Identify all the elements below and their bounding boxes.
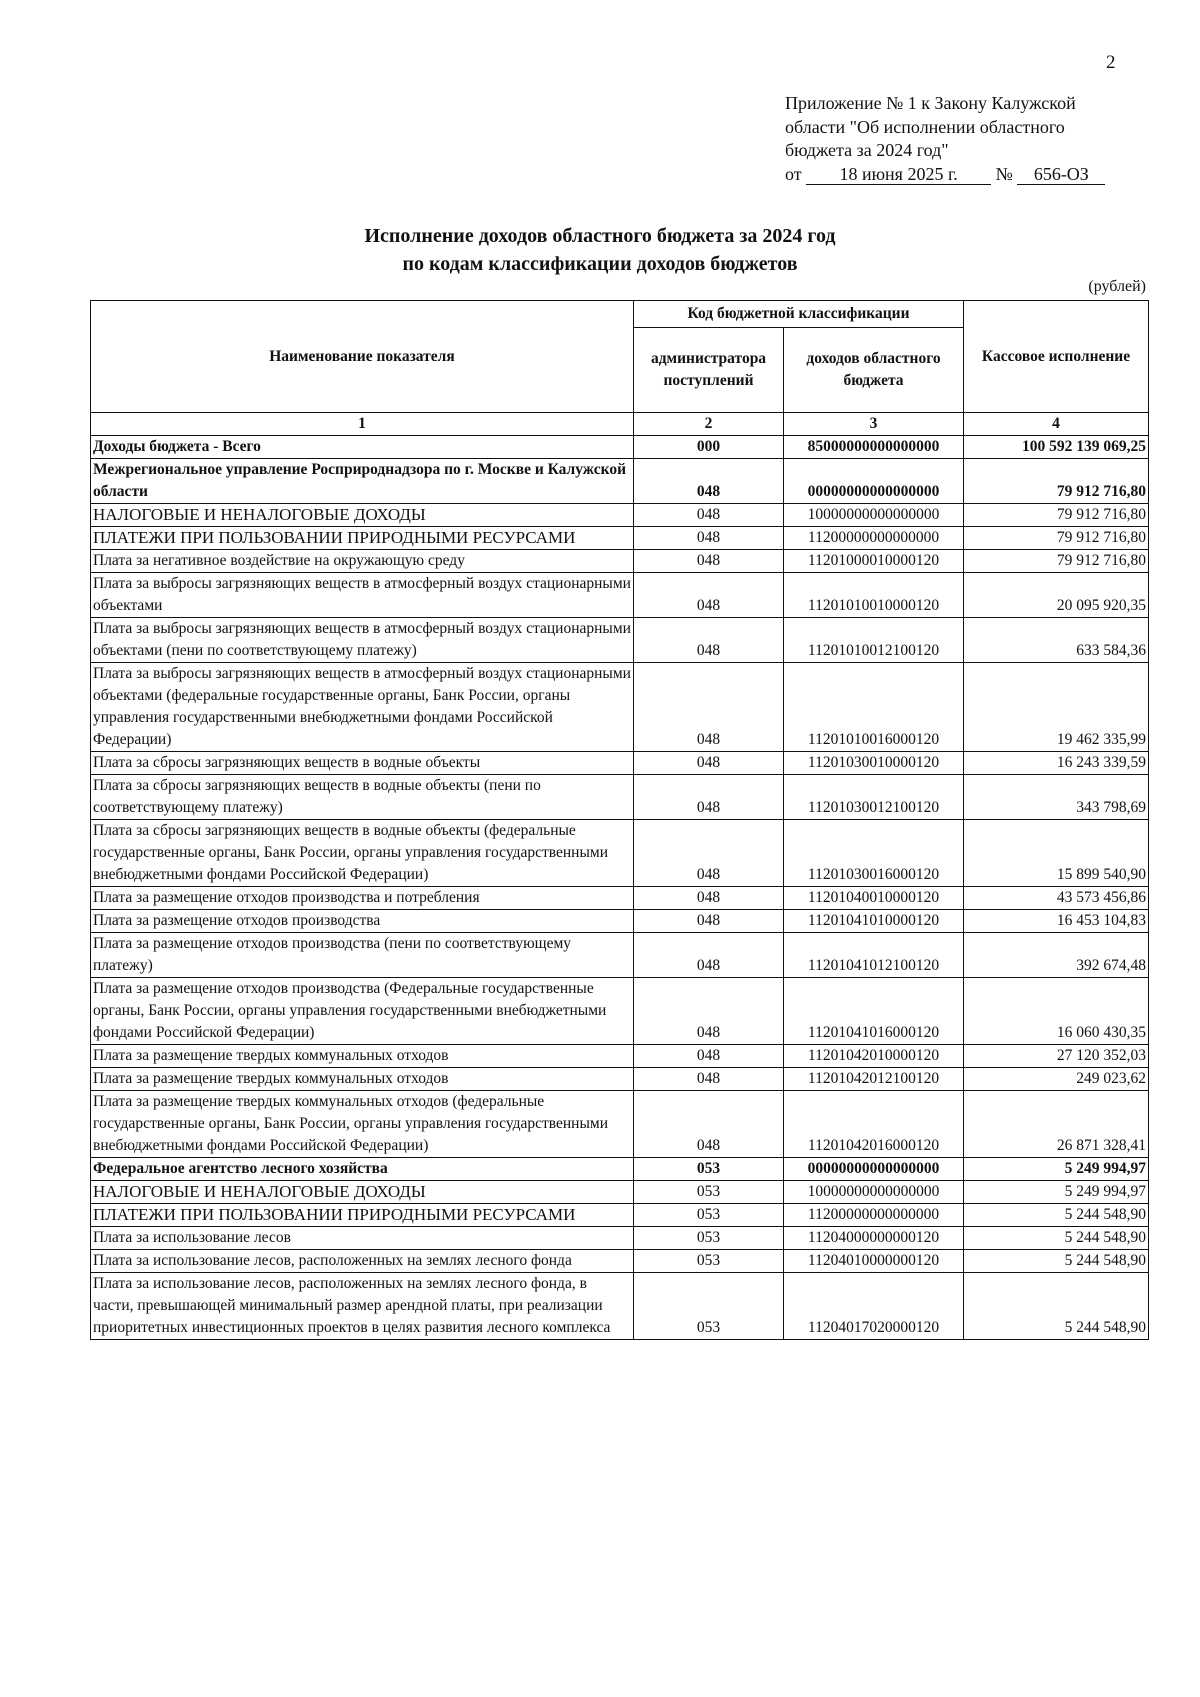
row-amount: 5 244 548,90 xyxy=(964,1273,1149,1340)
row-amount: 79 912 716,80 xyxy=(964,504,1149,527)
table-row xyxy=(91,1068,1149,1091)
appendix-date-line xyxy=(785,163,1105,187)
row-budget-code: 85000000000000000 xyxy=(784,436,964,459)
row-amount: 5 249 994,97 xyxy=(964,1181,1149,1204)
row-budget-code: 11201042016000120 xyxy=(784,1091,964,1158)
row-admin-code: 053 xyxy=(634,1181,784,1204)
row-budget-code: 11204010000000120 xyxy=(784,1250,964,1273)
row-admin-code: 048 xyxy=(634,459,784,504)
row-budget-code: 11201040010000120 xyxy=(784,887,964,910)
row-name: Плата за использование лесов xyxy=(91,1227,634,1250)
from-label: от xyxy=(785,163,802,184)
row-name: Плата за размещение твердых коммунальных отходов (федеральные государственные органы, Банк России, органы управления государственными внебюджетными фондами Российской Федерации) xyxy=(91,1091,634,1158)
row-name: Плата за сбросы загрязняющих веществ в водные объекты xyxy=(91,752,634,775)
row-budget-code: 11201041010000120 xyxy=(784,910,964,933)
row-amount: 343 798,69 xyxy=(964,775,1149,820)
column-number: 1 xyxy=(91,413,634,436)
appendix-line-3: бюджета за 2024 год" xyxy=(785,140,949,160)
row-name: Плата за размещение твердых коммунальных отходов xyxy=(91,1045,634,1068)
table-row xyxy=(91,1091,1149,1158)
row-name: Плата за выбросы загрязняющих веществ в атмосферный воздух стационарными объектами (федеральные государственные органы, Банк России, органы управления государственными внебюджетными фондами Российской Федерации) xyxy=(91,663,634,752)
row-admin-code: 048 xyxy=(634,1091,784,1158)
row-budget-code: 11204000000000120 xyxy=(784,1227,964,1250)
table-row xyxy=(91,436,1149,459)
row-name: Плата за использование лесов, расположенных на землях лесного фонда xyxy=(91,1250,634,1273)
table-row xyxy=(91,1250,1149,1273)
table-row xyxy=(91,1204,1149,1227)
row-amount: 16 060 430,35 xyxy=(964,978,1149,1045)
row-budget-code: 10000000000000000 xyxy=(784,1181,964,1204)
row-name: Плата за использование лесов, расположенных на землях лесного фонда, в части, превышающей минимальный размер арендной платы, при реализации приоритетных инвестиционных проектов в целях развития лесного комплекса xyxy=(91,1273,634,1340)
header-admin: администратора поступлений xyxy=(634,328,784,413)
row-amount: 27 120 352,03 xyxy=(964,1045,1149,1068)
row-amount: 15 899 540,90 xyxy=(964,820,1149,887)
row-amount: 43 573 456,86 xyxy=(964,887,1149,910)
row-budget-code: 11200000000000000 xyxy=(784,527,964,550)
table-row xyxy=(91,504,1149,527)
row-admin-code: 053 xyxy=(634,1204,784,1227)
row-admin-code: 048 xyxy=(634,752,784,775)
row-amount: 100 592 139 069,25 xyxy=(964,436,1149,459)
page-number: 2 xyxy=(1106,52,1116,73)
row-name: ПЛАТЕЖИ ПРИ ПОЛЬЗОВАНИИ ПРИРОДНЫМИ РЕСУРСАМИ xyxy=(91,527,634,550)
row-amount: 20 095 920,35 xyxy=(964,573,1149,618)
table-row xyxy=(91,978,1149,1045)
row-amount: 16 453 104,83 xyxy=(964,910,1149,933)
row-admin-code: 053 xyxy=(634,1250,784,1273)
row-budget-code: 11201010012100120 xyxy=(784,618,964,663)
row-admin-code: 053 xyxy=(634,1227,784,1250)
row-budget-code: 11201030010000120 xyxy=(784,752,964,775)
row-admin-code: 048 xyxy=(634,504,784,527)
row-budget-code: 11201010016000120 xyxy=(784,663,964,752)
units-label: (рублей) xyxy=(1088,278,1146,295)
row-name: Межрегиональное управление Росприроднадзора по г. Москве и Калужской области xyxy=(91,459,634,504)
table-row xyxy=(91,618,1149,663)
row-budget-code: 00000000000000000 xyxy=(784,459,964,504)
header-code: доходов областного бюджета xyxy=(784,328,964,413)
law-number: 656-ОЗ xyxy=(1017,164,1105,185)
table-row xyxy=(91,775,1149,820)
row-name: Плата за сбросы загрязняющих веществ в водные объекты (пени по соответствующему платежу) xyxy=(91,775,634,820)
row-name: Плата за выбросы загрязняющих веществ в атмосферный воздух стационарными объектами (пени по соответствующему платежу) xyxy=(91,618,634,663)
row-budget-code: 11201030016000120 xyxy=(784,820,964,887)
column-number: 3 xyxy=(784,413,964,436)
law-date: 18 июня 2025 г. xyxy=(806,164,991,185)
table-row xyxy=(91,752,1149,775)
row-name: Плата за негативное воздействие на окружающую среду xyxy=(91,550,634,573)
row-amount: 26 871 328,41 xyxy=(964,1091,1149,1158)
table-body xyxy=(91,436,1149,1340)
row-admin-code: 048 xyxy=(634,820,784,887)
header-name: Наименование показателя xyxy=(91,301,634,413)
row-amount: 79 912 716,80 xyxy=(964,550,1149,573)
column-number: 2 xyxy=(634,413,784,436)
row-amount: 249 023,62 xyxy=(964,1068,1149,1091)
row-admin-code: 048 xyxy=(634,887,784,910)
row-admin-code: 048 xyxy=(634,933,784,978)
title-line-2: по кодам классификации доходов бюджетов xyxy=(402,253,798,275)
row-name: Плата за размещение отходов производства (Федеральные государственные органы, Банк России, органы управления государственными внебюджетными фондами Российской Федерации) xyxy=(91,978,634,1045)
table-row xyxy=(91,527,1149,550)
row-amount: 79 912 716,80 xyxy=(964,527,1149,550)
row-budget-code: 11204017020000120 xyxy=(784,1273,964,1340)
header-code-group: Код бюджетной классификации xyxy=(634,301,964,328)
appendix-line-2: области "Об исполнении областного xyxy=(785,116,1065,137)
row-name: Плата за размещение отходов производства xyxy=(91,910,634,933)
row-name: Плата за сбросы загрязняющих веществ в водные объекты (федеральные государственные органы, Банк России, органы управления государственными внебюджетными фондами Российской Федерации) xyxy=(91,820,634,887)
row-budget-code: 11201041012100120 xyxy=(784,933,964,978)
table-row xyxy=(91,1227,1149,1250)
row-admin-code: 053 xyxy=(634,1158,784,1181)
row-amount: 5 244 548,90 xyxy=(964,1227,1149,1250)
number-label: № xyxy=(995,163,1013,184)
row-name: Федеральное агентство лесного хозяйства xyxy=(91,1158,634,1181)
row-admin-code: 048 xyxy=(634,775,784,820)
row-amount: 633 584,36 xyxy=(964,618,1149,663)
row-budget-code: 11201042012100120 xyxy=(784,1068,964,1091)
row-admin-code: 048 xyxy=(634,573,784,618)
row-admin-code: 053 xyxy=(634,1273,784,1340)
row-admin-code: 048 xyxy=(634,663,784,752)
row-name: ПЛАТЕЖИ ПРИ ПОЛЬЗОВАНИИ ПРИРОДНЫМИ РЕСУРСАМИ xyxy=(91,1204,634,1227)
row-admin-code: 048 xyxy=(634,527,784,550)
row-budget-code: 11201042010000120 xyxy=(784,1045,964,1068)
row-budget-code: 11201041016000120 xyxy=(784,978,964,1045)
page-title xyxy=(0,222,1200,278)
row-admin-code: 048 xyxy=(634,550,784,573)
table-row xyxy=(91,1273,1149,1340)
row-name: НАЛОГОВЫЕ И НЕНАЛОГОВЫЕ ДОХОДЫ xyxy=(91,1181,634,1204)
row-amount: 19 462 335,99 xyxy=(964,663,1149,752)
row-name: НАЛОГОВЫЕ И НЕНАЛОГОВЫЕ ДОХОДЫ xyxy=(91,504,634,527)
row-admin-code: 048 xyxy=(634,1068,784,1091)
table-row xyxy=(91,887,1149,910)
row-amount: 5 244 548,90 xyxy=(964,1250,1149,1273)
row-amount: 79 912 716,80 xyxy=(964,459,1149,504)
header-sum: Кассовое исполнение xyxy=(964,301,1149,413)
row-name: Плата за выбросы загрязняющих веществ в атмосферный воздух стационарными объектами xyxy=(91,573,634,618)
row-budget-code: 10000000000000000 xyxy=(784,504,964,527)
row-admin-code: 048 xyxy=(634,618,784,663)
row-budget-code: 00000000000000000 xyxy=(784,1158,964,1181)
title-line-1: Исполнение доходов областного бюджета за 2024 год xyxy=(364,225,836,247)
table-row xyxy=(91,663,1149,752)
row-amount: 5 244 548,90 xyxy=(964,1204,1149,1227)
row-admin-code: 048 xyxy=(634,1045,784,1068)
row-budget-code: 11201000010000120 xyxy=(784,550,964,573)
row-amount: 392 674,48 xyxy=(964,933,1149,978)
row-budget-code: 11201030012100120 xyxy=(784,775,964,820)
row-budget-code: 11201010010000120 xyxy=(784,573,964,618)
column-number: 4 xyxy=(964,413,1149,436)
table-row xyxy=(91,933,1149,978)
row-admin-code: 048 xyxy=(634,910,784,933)
row-admin-code: 000 xyxy=(634,436,784,459)
table-row xyxy=(91,1045,1149,1068)
revenue-table xyxy=(90,300,1149,1340)
table-row xyxy=(91,820,1149,887)
appendix-line-1: Приложение № 1 к Закону Калужской xyxy=(785,93,1076,113)
row-admin-code: 048 xyxy=(634,978,784,1045)
appendix-block xyxy=(785,92,1105,186)
row-name: Плата за размещение отходов производства и потребления xyxy=(91,887,634,910)
table-row xyxy=(91,550,1149,573)
row-budget-code: 11200000000000000 xyxy=(784,1204,964,1227)
column-number-row xyxy=(91,413,1149,436)
table-row xyxy=(91,459,1149,504)
row-name: Плата за размещение твердых коммунальных отходов xyxy=(91,1068,634,1091)
table-row xyxy=(91,1181,1149,1204)
row-name: Плата за размещение отходов производства (пени по соответствующему платежу) xyxy=(91,933,634,978)
row-name: Доходы бюджета - Всего xyxy=(91,436,634,459)
table-row xyxy=(91,910,1149,933)
table-row xyxy=(91,1158,1149,1181)
row-amount: 16 243 339,59 xyxy=(964,752,1149,775)
row-amount: 5 249 994,97 xyxy=(964,1158,1149,1181)
table-row xyxy=(91,573,1149,618)
